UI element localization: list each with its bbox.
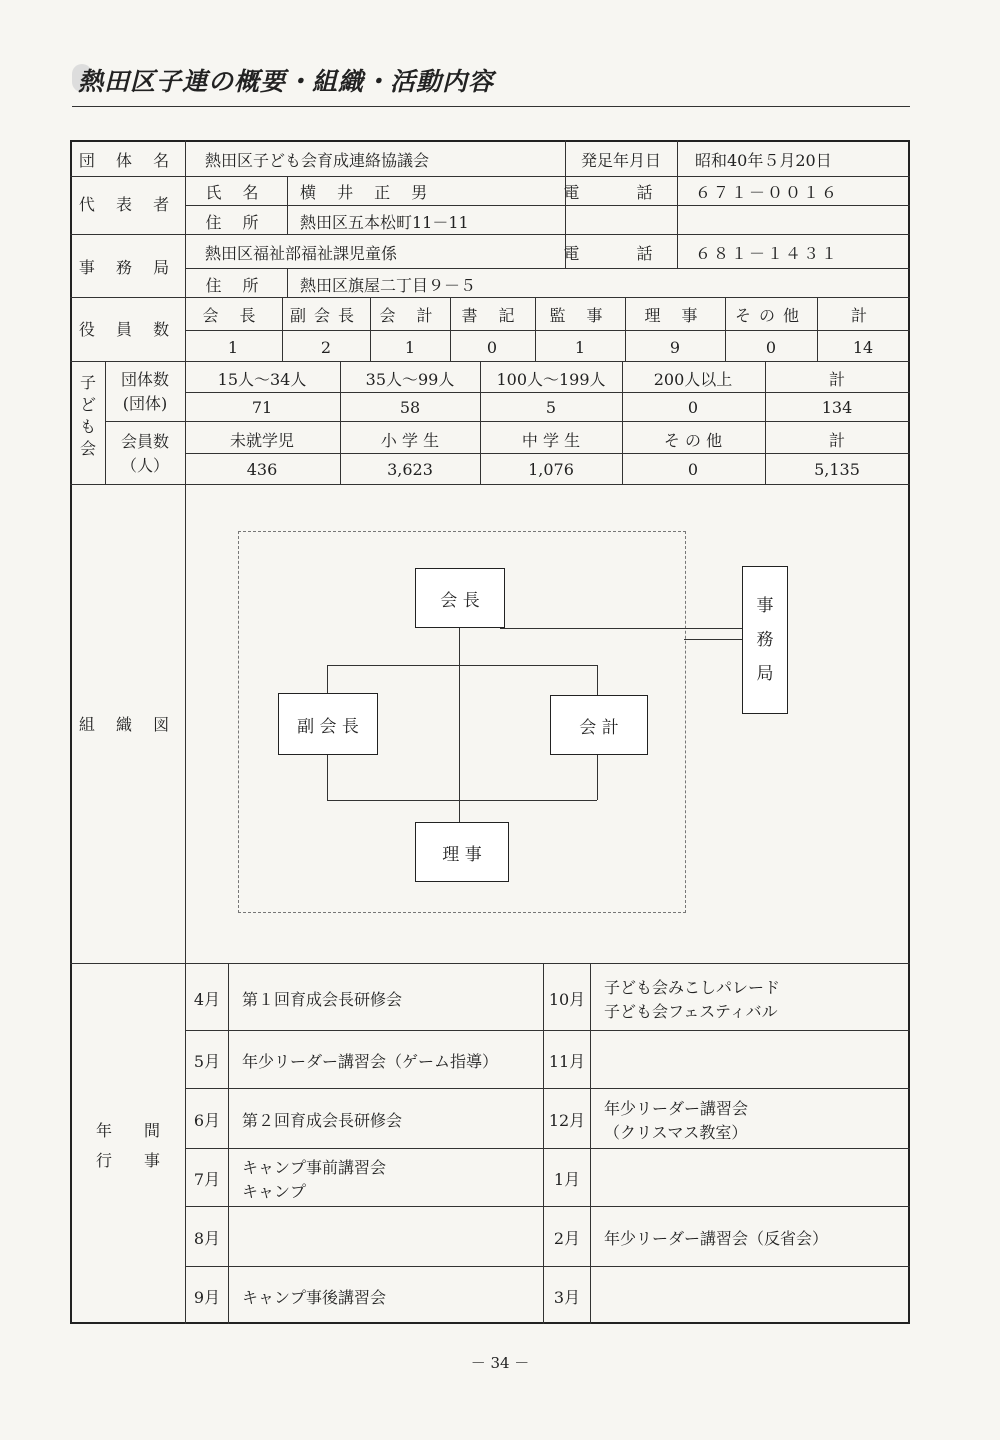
officer-value: 1 — [227, 338, 239, 357]
members-header: 中 学 生 — [521, 431, 581, 450]
org-chart-label: 組 織 図 — [78, 715, 178, 734]
rep-addr-value: 熱田区五本松町11－11 — [300, 213, 469, 232]
officer-value: 0 — [486, 338, 498, 357]
rep-name-value: 横 井 正 男 — [300, 183, 436, 202]
schedule-event-right: 年少リーダー講習会（反省会） — [604, 1229, 829, 1248]
office-addr-label: 住 所 — [205, 276, 267, 295]
members-label: 会員数 （人） — [120, 432, 170, 475]
officer-value: 1 — [404, 338, 416, 357]
schedule-event-left: 第１回育成会長研修会 — [242, 989, 403, 1009]
officer-value: 2 — [320, 338, 332, 357]
members-header: 小 学 生 — [380, 431, 440, 450]
officer-header: 理 事 — [644, 306, 706, 325]
rep-label: 代 表 者 — [78, 195, 178, 214]
groups-value: 134 — [821, 398, 853, 417]
schedule-event-left: キャンプ事前講習会 — [242, 1158, 387, 1177]
schedule-event-left: キャンプ — [242, 1182, 307, 1201]
office-label: 事 務 局 — [78, 258, 178, 277]
schedule-event-left: 第２回育成会長研修会 — [242, 1111, 403, 1130]
org-name-value: 熱田区子ども会育成連絡協議会 — [205, 151, 430, 170]
schedule-event-right: 年少リーダー講習会 — [604, 1099, 749, 1118]
officer-value: 1 — [574, 338, 586, 357]
groups-value: 0 — [687, 398, 699, 417]
groups-header: 15人～34人 — [217, 370, 307, 389]
org-box-director: 理 事 — [415, 822, 509, 882]
schedule-event-right: 子ども会フェスティバル — [604, 1001, 778, 1021]
groups-header: 200人以上 — [653, 370, 733, 389]
schedule-month-right: 10月 — [548, 989, 586, 1009]
rep-addr-label: 住 所 — [205, 213, 267, 232]
officer-value: 9 — [669, 338, 681, 357]
officer-header: 計 — [850, 306, 876, 325]
founded-value: 昭和40年５月20日 — [695, 151, 832, 170]
schedule-month-right: 1月 — [553, 1170, 581, 1189]
org-box-vice-president: 副 会 長 — [278, 693, 378, 755]
members-value: 3,623 — [387, 460, 433, 479]
groups-value: 58 — [399, 398, 421, 417]
title-rule — [72, 106, 910, 107]
groups-header: 35人～99人 — [365, 370, 455, 389]
founded-label: 発足年月日 — [580, 151, 662, 170]
schedule-month-left: 7月 — [193, 1170, 221, 1189]
members-value: 5,135 — [814, 460, 860, 479]
groups-header: 100人～199人 — [496, 370, 606, 389]
members-header: そ の 他 — [663, 431, 723, 450]
office-tel-value: ６８１－１４３１ — [695, 244, 840, 263]
officer-header: 副会長 — [289, 306, 363, 325]
groups-header: 計 — [828, 370, 846, 389]
schedule-month-left: 9月 — [193, 1288, 221, 1307]
schedule-month-right: 2月 — [553, 1229, 581, 1248]
members-header: 未就学児 — [229, 431, 295, 450]
children-label: 子ども会 — [80, 373, 97, 458]
officer-header: 書 記 — [461, 306, 523, 325]
org-box-president: 会 長 — [415, 568, 505, 628]
office-addr-value: 熱田区旗屋二丁目９－５ — [300, 276, 477, 295]
officer-header: 監 事 — [549, 306, 611, 325]
members-value: 0 — [687, 460, 699, 479]
schedule-month-left: 6月 — [193, 1111, 221, 1130]
groups-value: 5 — [545, 398, 557, 417]
members-value: 1,076 — [528, 460, 574, 479]
members-header: 計 — [828, 431, 846, 450]
schedule-month-right: 3月 — [553, 1288, 581, 1307]
rep-tel-label: 電 話 — [563, 183, 679, 202]
org-box-office: 事 務 局 — [742, 566, 788, 714]
schedule-event-left: 年少リーダー講習会（ゲーム指導） — [242, 1052, 499, 1071]
officer-value: 14 — [852, 338, 874, 357]
schedule-label-bottom: 行 事 — [95, 1151, 161, 1170]
schedule-month-left: 8月 — [193, 1229, 221, 1248]
officer-header: その他 — [734, 306, 808, 325]
schedule-month-left: 4月 — [193, 989, 221, 1009]
schedule-event-right: （クリスマス教室） — [604, 1123, 748, 1142]
schedule-label-top: 年 間 — [95, 1121, 161, 1140]
schedule-month-right: 12月 — [548, 1111, 586, 1130]
org-name-label: 団 体 名 — [78, 151, 178, 170]
schedule-month-right: 11月 — [548, 1052, 586, 1071]
page-title: 熱田区子連の概要・組織・活動内容 — [78, 67, 495, 96]
rep-name-label: 氏 名 — [205, 183, 267, 202]
officer-header: 会 計 — [379, 306, 441, 325]
officers-label: 役 員 数 — [78, 320, 178, 339]
groups-label: 団体数 (団体) — [120, 370, 170, 413]
org-box-treasurer: 会 計 — [550, 695, 648, 755]
officer-header: 会 長 — [202, 306, 264, 325]
members-value: 436 — [246, 460, 278, 479]
office-dept: 熱田区福祉部福祉課児童係 — [205, 244, 398, 263]
office-tel-label: 電 話 — [563, 244, 679, 263]
page-number: － 34 － — [470, 1354, 530, 1372]
rep-tel-value: ６７１－００１６ — [695, 183, 840, 202]
schedule-month-left: 5月 — [193, 1052, 221, 1071]
groups-value: 71 — [251, 398, 273, 417]
officer-value: 0 — [765, 338, 777, 357]
schedule-event-left: キャンプ事後講習会 — [242, 1288, 387, 1307]
schedule-event-right: 子ども会みこしパレード — [604, 977, 781, 997]
